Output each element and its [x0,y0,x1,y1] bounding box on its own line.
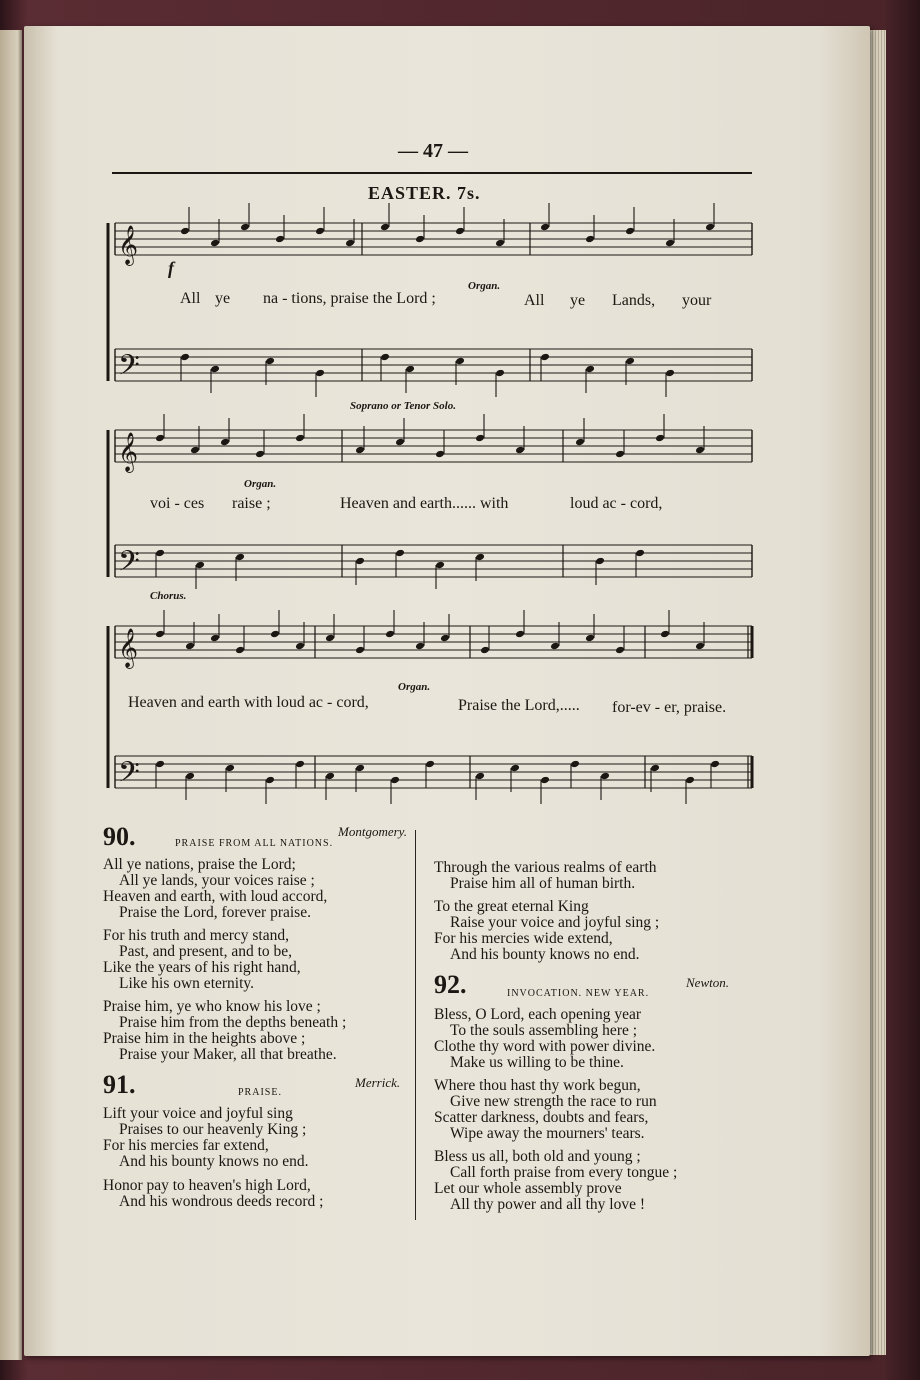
hymn-stanza: Through the various realms of earth Praise him all of human birth. [434,859,657,892]
tune-title: EASTER. 7s. [368,183,481,203]
lyric: All [180,290,201,307]
lyric: na - tions, praise the Lord ; [263,290,436,307]
hymn-stanza: For his truth and mercy stand, Past, and present, and to be, Like the years of his right hand, Like his own eternity. [103,927,301,992]
column-divider [415,830,416,1220]
lyric: loud ac - cord, [570,495,663,512]
lyric: Heaven and earth...... with [340,495,509,512]
lyric: for-ev - er, praise. [612,699,727,716]
hymn-stanza: Bless us all, both old and young ; Call forth praise from every tongue ; Let our whole assembly prove All thy power and all thy love ! [434,1148,678,1213]
organ-label-3: Organ. [398,681,431,693]
lyric: raise ; [232,495,271,512]
lyric: ye [215,290,231,307]
hymn-number: 90. [103,822,136,851]
page-number: — 47 — [398,140,468,162]
hymn-subtitle: PRAISE FROM ALL NATIONS. [175,838,334,849]
lyric: Praise the Lord,..... [458,697,580,714]
hymn-author: Newton. [686,975,729,990]
organ-label-2: Organ. [244,478,277,490]
hymn-author: Merrick. [355,1075,401,1090]
bass-clef: 𝄢 [118,756,140,796]
bass-clef: 𝄢 [118,349,140,389]
hymn-stanza: Praise him, ye who know his love ; Praise him from the depths beneath ; Praise him in the heights above ; Praise your Maker, all that breathe. [103,998,347,1063]
solo-label: Soprano or Tenor Solo. [350,400,456,412]
hymn-subtitle: INVOCATION. NEW YEAR. [507,988,650,999]
hymn-stanza: To the great eternal King Raise your voice and joyful sing ; For his mercies wide extend, And his bounty knows no end. [434,898,660,963]
organ-label-1: Organ. [468,280,501,292]
lyric: Lands, [612,292,656,309]
lyric: ye [570,292,586,309]
hymn-subtitle: PRAISE. [238,1087,282,1098]
lyric: All [524,292,545,309]
hymn-number: 92. [434,970,467,999]
treble-clef: 𝄞 [118,225,139,265]
hymn-stanza: Lift your voice and joyful sing Praises to our heavenly King ; For his mercies far extend, And his bounty knows no end. [103,1105,309,1170]
hymn-stanza: Bless, O Lord, each opening year To the souls assembling here ; Clothe thy word with power divine. Make us willing to be thine. [434,1006,656,1071]
treble-clef: 𝄞 [118,628,139,668]
hymn-stanza: All ye nations, praise the Lord; All ye lands, your voices raise ; Heaven and earth, with loud accord, Praise the Lord, forever praise. [103,856,328,921]
lyric: your [682,292,712,309]
chorus-label: Chorus. [150,590,187,602]
lyric: voi - ces [150,495,205,512]
hymn-stanza: Where thou hast thy work begun, Give new strength the race to run Scatter darkness, doubts and fears, Wipe away the mourners' tears. [434,1077,657,1142]
hymn-stanza: Honor pay to heaven's high Lord, And his wondrous deeds record ; [103,1177,324,1210]
hymn-number: 91. [103,1070,136,1099]
hymn-author: Montgomery. [338,824,407,839]
bass-clef: 𝄢 [118,545,140,585]
lyric: Heaven and earth with loud ac - cord, [128,694,369,711]
treble-clef: 𝄞 [118,432,139,472]
dynamic-forte: f [168,258,174,278]
